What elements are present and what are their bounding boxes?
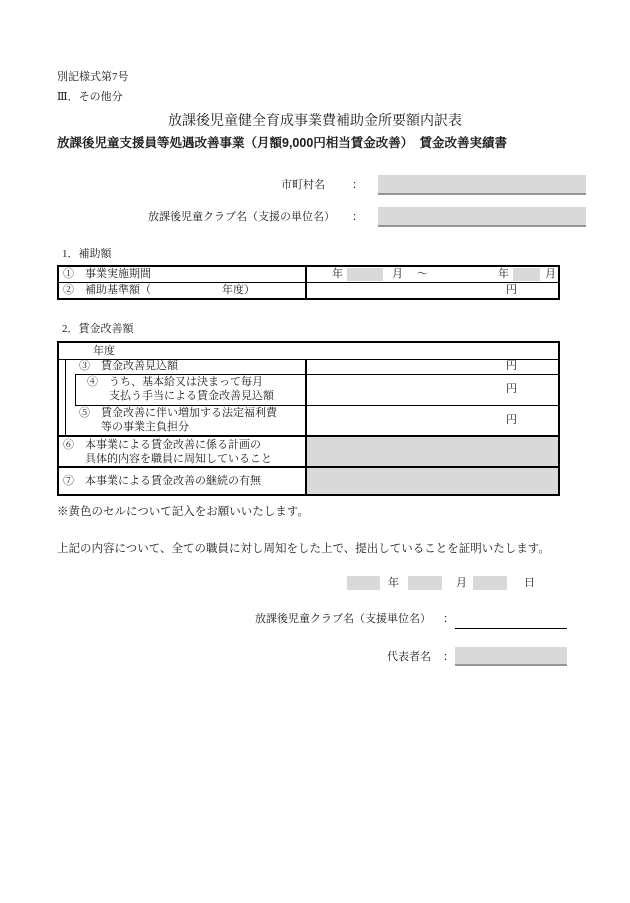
club-name-colon: ： xyxy=(352,211,363,223)
date-day-input[interactable] xyxy=(473,576,507,590)
start-month-unit: 月 xyxy=(392,268,403,280)
municipality-input[interactable] xyxy=(378,175,586,195)
continuation-input-cell[interactable] xyxy=(307,468,558,494)
base-salary-improvement-unit: 円 xyxy=(506,383,517,395)
base-salary-improvement-label-line1: ④ うち、基本給又は決まって毎月 xyxy=(87,376,263,388)
base-amount-fiscal-year-suffix: 年度） xyxy=(222,284,255,296)
plan-notification-label-line2: 具体的内容を職員に周知していること xyxy=(85,453,272,465)
grid-line xyxy=(65,359,66,435)
wage-improvement-table xyxy=(57,341,560,496)
project-period-label: ① 事業実施期間 xyxy=(63,268,151,280)
base-amount-value-cell[interactable] xyxy=(309,283,498,298)
base-amount-label: ② 補助基準額（ xyxy=(63,284,151,296)
period-tilde: ～ xyxy=(417,268,428,280)
municipality-label: 市町村名 xyxy=(281,179,325,191)
grid-line xyxy=(75,374,76,405)
base-salary-improvement-value-cell[interactable] xyxy=(309,374,498,405)
base-amount-unit: 円 xyxy=(506,284,517,296)
expected-improvement-value-cell[interactable] xyxy=(309,359,498,374)
form-section-label: Ⅲ．その他分 xyxy=(57,91,123,103)
club-name-label: 放課後児童クラブ名（支援の単位名） xyxy=(148,211,335,223)
municipality-colon: ： xyxy=(352,179,363,191)
subsidy-table xyxy=(57,265,560,300)
date-day-unit: 日 xyxy=(524,577,535,589)
date-month-input[interactable] xyxy=(408,576,442,590)
expected-improvement-label: ③ 賃金改善見込額 xyxy=(79,360,178,372)
welfare-cost-label-line1: ⑤ 賃金改善に伴い増加する法定福利費 xyxy=(79,407,277,419)
representative-input[interactable] xyxy=(455,647,567,666)
footer-club-colon: ： xyxy=(443,613,454,625)
date-year-input[interactable] xyxy=(347,576,380,590)
footer-club-label: 放課後児童クラブ名（支援単位名） xyxy=(255,613,431,625)
yellow-cell-note: ※黄色のセルについて記入をお願いいたします。 xyxy=(57,506,309,518)
end-year-input[interactable] xyxy=(513,268,540,281)
certification-statement: 上記の内容について、全ての職員に対し周知をした上で、提出していることを証明いたします。 xyxy=(57,543,550,555)
end-month-unit: 月 xyxy=(545,268,556,280)
continuation-label: ⑦ 本事業による賃金改善の継続の有無 xyxy=(63,475,261,487)
base-salary-improvement-label-line2: 支払う手当による賃金改善見込額 xyxy=(109,390,274,402)
end-year-unit: 年 xyxy=(498,268,509,280)
plan-notification-label-line1: ⑥ 本事業による賃金改善に係る計画の xyxy=(63,439,261,451)
form-title: 放課後児童健全育成事業費補助金所要額内訳表 xyxy=(168,114,462,129)
subsidy-section-heading: 1．補助額 xyxy=(62,248,112,260)
subsidy-table-column-divider xyxy=(305,267,307,298)
form-subtitle: 放課後児童支援員等処遇改善事業（月額9,000円相当賃金改善） 賃金改善実績書 xyxy=(57,136,508,150)
start-year-input[interactable] xyxy=(347,268,383,281)
improvement-section-heading: 2．賃金改善額 xyxy=(62,323,134,335)
plan-notification-input-cell[interactable] xyxy=(307,437,558,466)
welfare-cost-unit: 円 xyxy=(506,414,517,426)
representative-colon: ： xyxy=(443,651,454,663)
form-number: 別記様式第7号 xyxy=(57,71,129,83)
date-month-unit: 月 xyxy=(456,577,467,589)
fiscal-year-header: 年度 xyxy=(93,345,115,357)
footer-club-input[interactable] xyxy=(455,611,567,629)
club-name-input[interactable] xyxy=(378,207,586,227)
representative-label: 代表者名 xyxy=(387,651,431,663)
welfare-cost-label-line2: 等の事業主負担分 xyxy=(101,421,189,433)
welfare-cost-value-cell[interactable] xyxy=(309,405,498,435)
start-year-unit: 年 xyxy=(332,268,343,280)
date-year-unit: 年 xyxy=(388,577,399,589)
expected-improvement-unit: 円 xyxy=(506,360,517,372)
